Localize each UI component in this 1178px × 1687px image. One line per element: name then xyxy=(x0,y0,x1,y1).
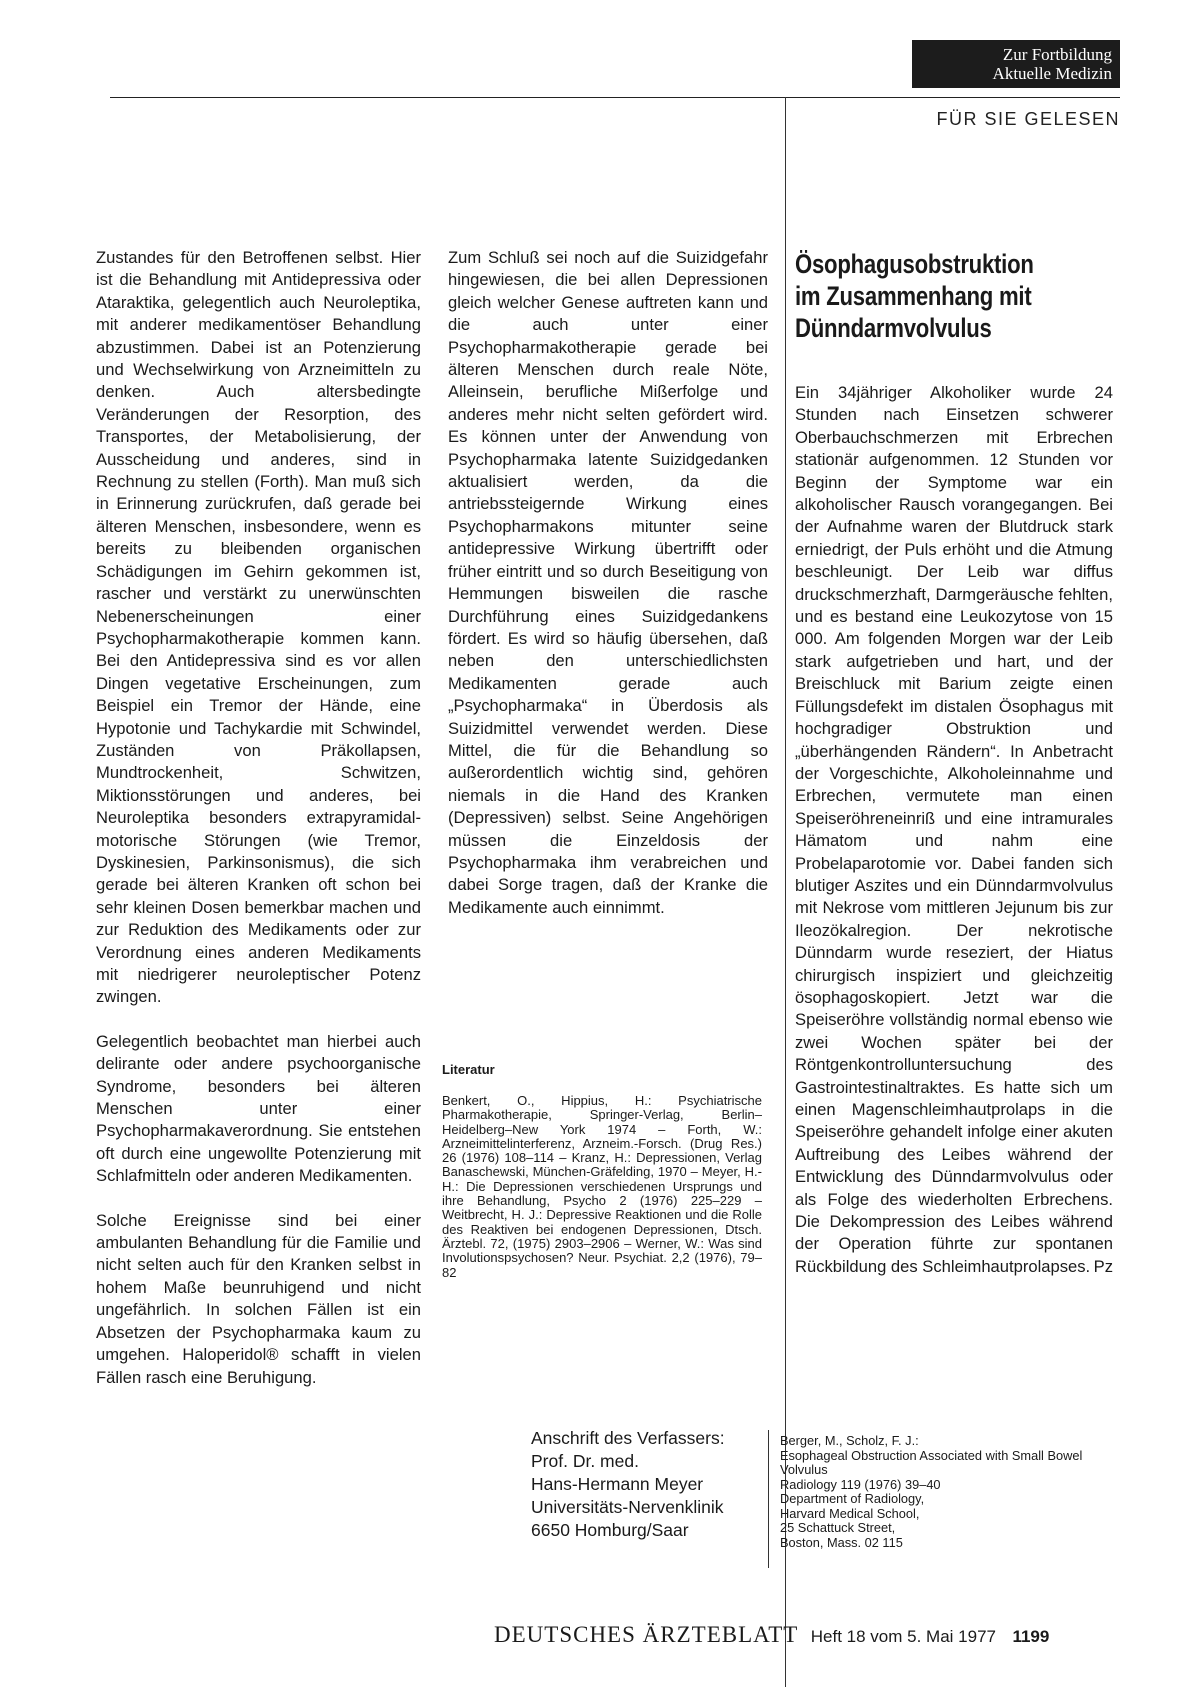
reference-line: Radiology 119 (1976) 39–40 xyxy=(780,1476,941,1492)
article-headline: Ösophagusobstruktion im Zusammenhang mit Dünndarmvolvulus xyxy=(795,249,1034,343)
header-rule xyxy=(110,97,1120,98)
author-signature: Pz xyxy=(1093,1256,1113,1276)
address-line: Anschrift des Verfassers: xyxy=(531,1428,725,1448)
paragraph: Zum Schluß sei noch auf die Suizidgefahr hingewiesen, die bei allen Depressionen gleich welcher Genese auftreten kann und die auch unter einer Psychopharmakotherapie gerade bei älteren Menschen durch reale Nöte, Alleinsein, berufliche Mißerfolge und anderes mehr nicht selten gefördert wird. Es können unter der Anwendung von Psychopharmaka latente Suizidgedanken aktualisiert werden, da die antriebssteigernde Wirkung eines Psychopharmakons mitunter seine antidepressive Wirkung übertrifft oder früher eintritt und so durch Beseitigung von Hemmungen bisweilen die rasche Durchführung eines Suizidgedankens fördert. Es wird so häufig übersehen, daß neben den unterschiedlichsten Medikamenten gerade auch „Psychopharmaka“ in Überdosis als Suizidmittel verwendet werden. Diese Mittel, die für die Behandlung so außerordentlich wichtig sind, gehören niemals in die Hand des Kranken (Depressiven) selbst. Seine Angehörigen müssen die Einzeldosis der Psychopharmaka ihm verabreichen und dabei Sorge tragen, daß der Kranke die Medikamente auch einnimmt. xyxy=(448,248,768,917)
issue-info: Heft 18 vom 5. Mai 1977 xyxy=(810,1627,996,1646)
literature-list: Benkert, O., Hippius, H.: Psychiatrische Pharmakotherapie, Springer-Verlag, Berlin–Heidelberg–New York 1974 – Forth, W.: Arzneimittelinterferenz, Arzneim.-Forsch. (Drug Res.) 26 (1976) 108–114 – Kranz, H.: Depressionen, Verlag Banaschewski, München-Gräfelding, 1970 – Meyer, H.-H.: Die Depressionen verschiedenen Ursprungs und ihre Behandlung, Psycho 2 (1976) 225–229 – Weitbrecht, H. J.: Depressive Reaktionen und die Rolle des Reaktiven bei endogenen Depressionen, Dtsch. Ärztebl. 72, (1975) 2903–2906 – Werner, W.: Was sind Involutionspsychosen? Neur. Psychiat. 2,2 (1976), 79–82 xyxy=(442,1093,762,1280)
reference-line: Berger, M., Scholz, F. J.: xyxy=(780,1433,919,1448)
reference-line: Esophageal Obstruction Associated with Small Bowel Volvulus xyxy=(780,1447,1083,1477)
page-number: 1199 xyxy=(1012,1627,1050,1646)
address-line: Universitäts-Nervenklinik xyxy=(531,1497,724,1517)
journal-name: DEUTSCHES ÄRZTEBLATT xyxy=(494,1622,799,1647)
paragraph: Zustandes für den Betroffenen selbst. Hier ist die Behandlung mit Antidepressiva oder Ataraktika, gelegentlich auch Neuroleptika, mit anderer medikamentöser Behandlung abzustimmen. Dabei ist an Potenzierung und Wechselwirkung von Arzneimitteln zu denken. Auch altersbedingte Veränderungen der Resorption, des Transportes, der Metabolisierung, der Ausscheidung und anderes, sind in Rechnung zu stellen (Forth). Man muß sich in Erinnerung zurückrufen, daß gerade bei älteren Menschen, insbesondere, wenn es bereits zu bleibenden organischen Schädigungen im Gehirn gekommen ist, rascher und verstärkt zu unerwünschten Nebenerscheinungen einer Psychopharmakotherapie kommen kann. Bei den Antidepressiva sind es vor allen Dingen vegetative Erscheinungen, zum Beispiel ein Tremor der Hände, eine Hypotonie und Tachykardie mit Schwindel, Zuständen von Präkollapsen, Mundtrockenheit, Schwitzen, Miktionsstörungen und anderes, bei Neuroleptika besonders extrapyramidal-motorische Störungen (wie Tremor, Dyskinesien, Parkinsonismus), die sich gerade bei älteren Kranken oft schon bei sehr kleinen Dosen bemerkbar machen und zur Reduktion des Medikaments oder zur Verordnung eines anderen Medikaments mit niedrigerer neuroleptischer Potenz zwingen. xyxy=(96,248,421,1007)
address-line: Hans-Hermann Meyer xyxy=(531,1474,704,1494)
address-line: 6650 Homburg/Saar xyxy=(531,1520,689,1540)
reference-line: Harvard Medical School, xyxy=(780,1505,920,1521)
reference-rule xyxy=(768,1430,769,1568)
paragraph: Solche Ereignisse sind bei einer ambulanten Behandlung für die Familie und nicht selten auch für den Kranken selbst in hohem Maße beunruhigend und nicht ungefährlich. In solchen Fällen ist ein Absetzen der Psychopharmaka kaum zu umgehen. Haloperidol® schafft in vielen Fällen rasch eine Beruhigung. xyxy=(96,1210,421,1387)
source-reference xyxy=(780,1434,1110,1550)
body-text: Ein 34jähriger Alkoholiker wurde 24 Stunden nach Einsetzen schwerer Oberbauchschmerzen mit Erbrechen stationär aufgenommen. 12 Stunden vor Beginn der Symptome war ein alkoholischer Rausch vorangegangen. Bei der Aufnahme waren der Blutdruck stark erniedrigt, der Puls erhöht und die Atmung beschleunigt. Der Leib war diffus druckschmerzhaft, Darmgeräusche fehlten, und es bestand eine Leukozytose von 15 000. Am folgenden Morgen war der Leib stark aufgetrieben und hart, und der Breischluck mit Barium zeigte einen Füllungsdefekt im distalen Ösophagus mit hochgradiger Obstruktion und „überhängenden Rändern“. In Anbetracht der Vorgeschichte, Alkoholeinnahme und Erbrechen, vermutete man einen Speiseröhreneinriß und eine intramurales Hämatom und nahm eine Probelaparotomie vor. Dabei fanden sich blutiger Aszites und ein Dünndarmvolvulus mit Nekrose vom mittleren Jejunum bis zur Ileozökalregion. Der nekrotische Dünndarm wurde reseziert, der Hiatus chirurgisch inspiziert und gleichzeitig ösophagoskopiert. Jetzt war die Speiseröhre vollständig normal ebenso wie zwei Wochen später bei der Röntgenkontrolluntersuchung des Gastrointestinaltraktes. Es hatte sich um einen Magenschleimhautprolaps in die Speiseröhre gehandelt infolge einer akuten Auftreibung des Leibes während der Entwicklung des Dünndarmvolvulus oder als Folge des wiederholten Erbrechens. Die Dekompression des Leibes während der Operation führte zur spontanen Rückbildung des Schleimhautprolapses. xyxy=(795,383,1113,1276)
author-address xyxy=(531,1427,786,1542)
badge-line-1: Zur Fortbildung xyxy=(1002,45,1112,64)
section-badge xyxy=(912,40,1120,88)
reference-line: Boston, Mass. 02 115 xyxy=(780,1534,903,1550)
rubric-label: FÜR SIE GELESEN xyxy=(936,109,1120,129)
literature-heading: Literatur xyxy=(442,1062,495,1077)
page-footer xyxy=(494,1622,1049,1648)
column-1 xyxy=(96,247,421,1411)
column-3 xyxy=(795,382,1113,1300)
badge-line-2: Aktuelle Medizin xyxy=(992,64,1112,83)
reference-line: Department of Radiology, xyxy=(780,1491,925,1506)
reference-line: 25 Schattuck Street, xyxy=(780,1520,896,1535)
article-body xyxy=(795,382,1113,1278)
paragraph: Gelegentlich beobachtet man hierbei auch delirante oder andere psychoorganische Syndrome, besonders bei älteren Menschen unter einer Psychopharmakaverordnung. Sie entstehen oft durch eine ungewollte Potenzierung mit Schlafmitteln oder anderen Medikamenten. xyxy=(96,1031,421,1186)
column-2 xyxy=(448,247,768,941)
address-line: Prof. Dr. med. xyxy=(531,1451,639,1471)
